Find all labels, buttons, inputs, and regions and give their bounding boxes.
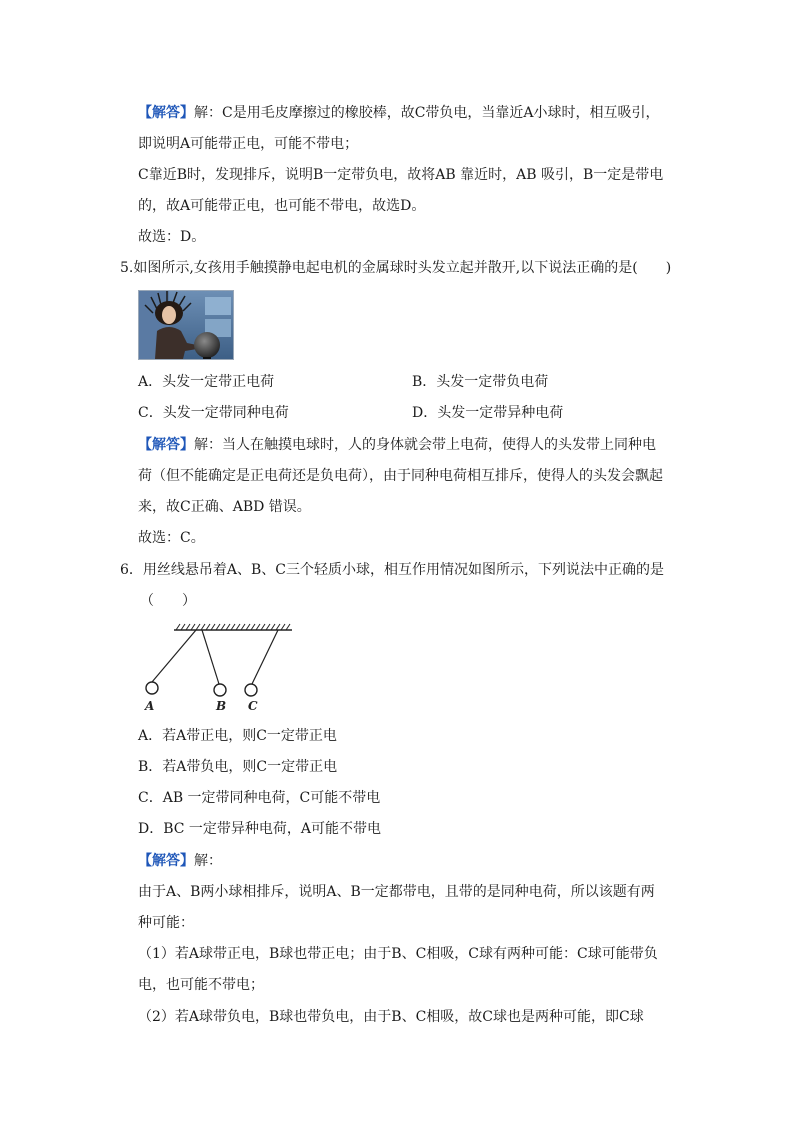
thread-c <box>252 630 278 684</box>
q5-option-c: C．头发一定带同种电荷 <box>138 405 289 421</box>
ball-b <box>214 684 226 696</box>
q5-option-b: B．头发一定带负电荷 <box>412 374 549 390</box>
q6-stem: 6．用丝线悬吊着A、B、C三个轻质小球，相互作用情况如图所示，下列说法中正确的是 <box>120 562 665 578</box>
girl-static-photo <box>138 290 234 360</box>
q5-option-a: A．头发一定带正电荷 <box>138 374 275 390</box>
q6-option-b: B．若A带负电，则C一定带正电 <box>138 759 338 775</box>
q5-answer-line1: 【解答】解：当人在触摸电球时，人的身体就会带上电荷，使得人的头发带上同种电 <box>138 437 656 453</box>
q6-case2-line1: （2）若A球带负电，B球也带负电，由于B、C相吸，故C球也是两种可能，即C球 <box>138 1009 644 1025</box>
q6-option-a: A．若A带正电，则C一定带正电 <box>138 728 337 744</box>
q4-final-answer: 故选：D。 <box>138 229 206 245</box>
ball-a <box>146 682 158 694</box>
answer-tag: 【解答】 <box>138 853 194 869</box>
thread-b <box>202 630 219 684</box>
pendulum-balls-diagram <box>140 622 296 714</box>
q6-case1-line1: （1）若A球带正电，B球也带正电；由于B、C相吸，C球有两种可能：C球可能带负 <box>138 946 658 962</box>
q4-answer-line2: 即说明A可能带正电，可能不带电； <box>138 136 359 152</box>
q5-final-answer: 故选：C。 <box>138 530 205 546</box>
label-b: B <box>216 699 227 713</box>
q6-case1-line2: 电，也可能不带电； <box>138 977 264 993</box>
q6-option-c: C．AB 一定带同种电荷，C可能不带电 <box>138 790 381 806</box>
q5-answer-line3: 来，故C正确、ABD 错误。 <box>138 499 311 515</box>
answer-tag: 【解答】 <box>138 437 194 453</box>
q5-answer-line2: 荷（但不能确定是正电荷还是负电荷），由于同种电荷相互排斥，使得人的头发会飘起 <box>138 468 663 484</box>
q6-answer-line1: 【解答】解： <box>138 853 222 869</box>
q5-stem: 5.如图所示,女孩用手触摸静电起电机的金属球时头发立起并散开,以下说法正确的是( ) <box>120 260 672 276</box>
q6-stem-paren: （ ） <box>140 593 196 609</box>
q4-answer-line1: 【解答】解：C是用毛皮摩擦过的橡胶棒，故C带负电，当靠近A小球时，相互吸引， <box>138 105 660 121</box>
q6-body-line1: 由于A、B两小球相排斥，说明A、B一定都带电，且带的是同种电荷，所以该题有两 <box>138 884 655 900</box>
q4-answer-line3: C靠近B时，发现排斥，说明B一定带负电，故将AB 靠近时，AB 吸引，B一定是带电 <box>138 167 664 183</box>
q6-option-d: D．BC 一定带异种电荷，A可能不带电 <box>138 821 382 837</box>
ceiling-hatching <box>176 624 290 630</box>
label-a: A <box>145 699 155 713</box>
q4-answer-line4: 的，故A可能带正电，也可能不带电，故选D。 <box>138 198 426 214</box>
photo-illustration <box>139 291 233 359</box>
ball-c <box>245 684 257 696</box>
label-c: C <box>248 699 258 713</box>
thread-a <box>152 630 196 682</box>
q6-body-line2: 种可能： <box>138 915 194 931</box>
answer-tag: 【解答】 <box>138 105 194 121</box>
q5-option-d: D．头发一定带异种电荷 <box>412 405 564 421</box>
